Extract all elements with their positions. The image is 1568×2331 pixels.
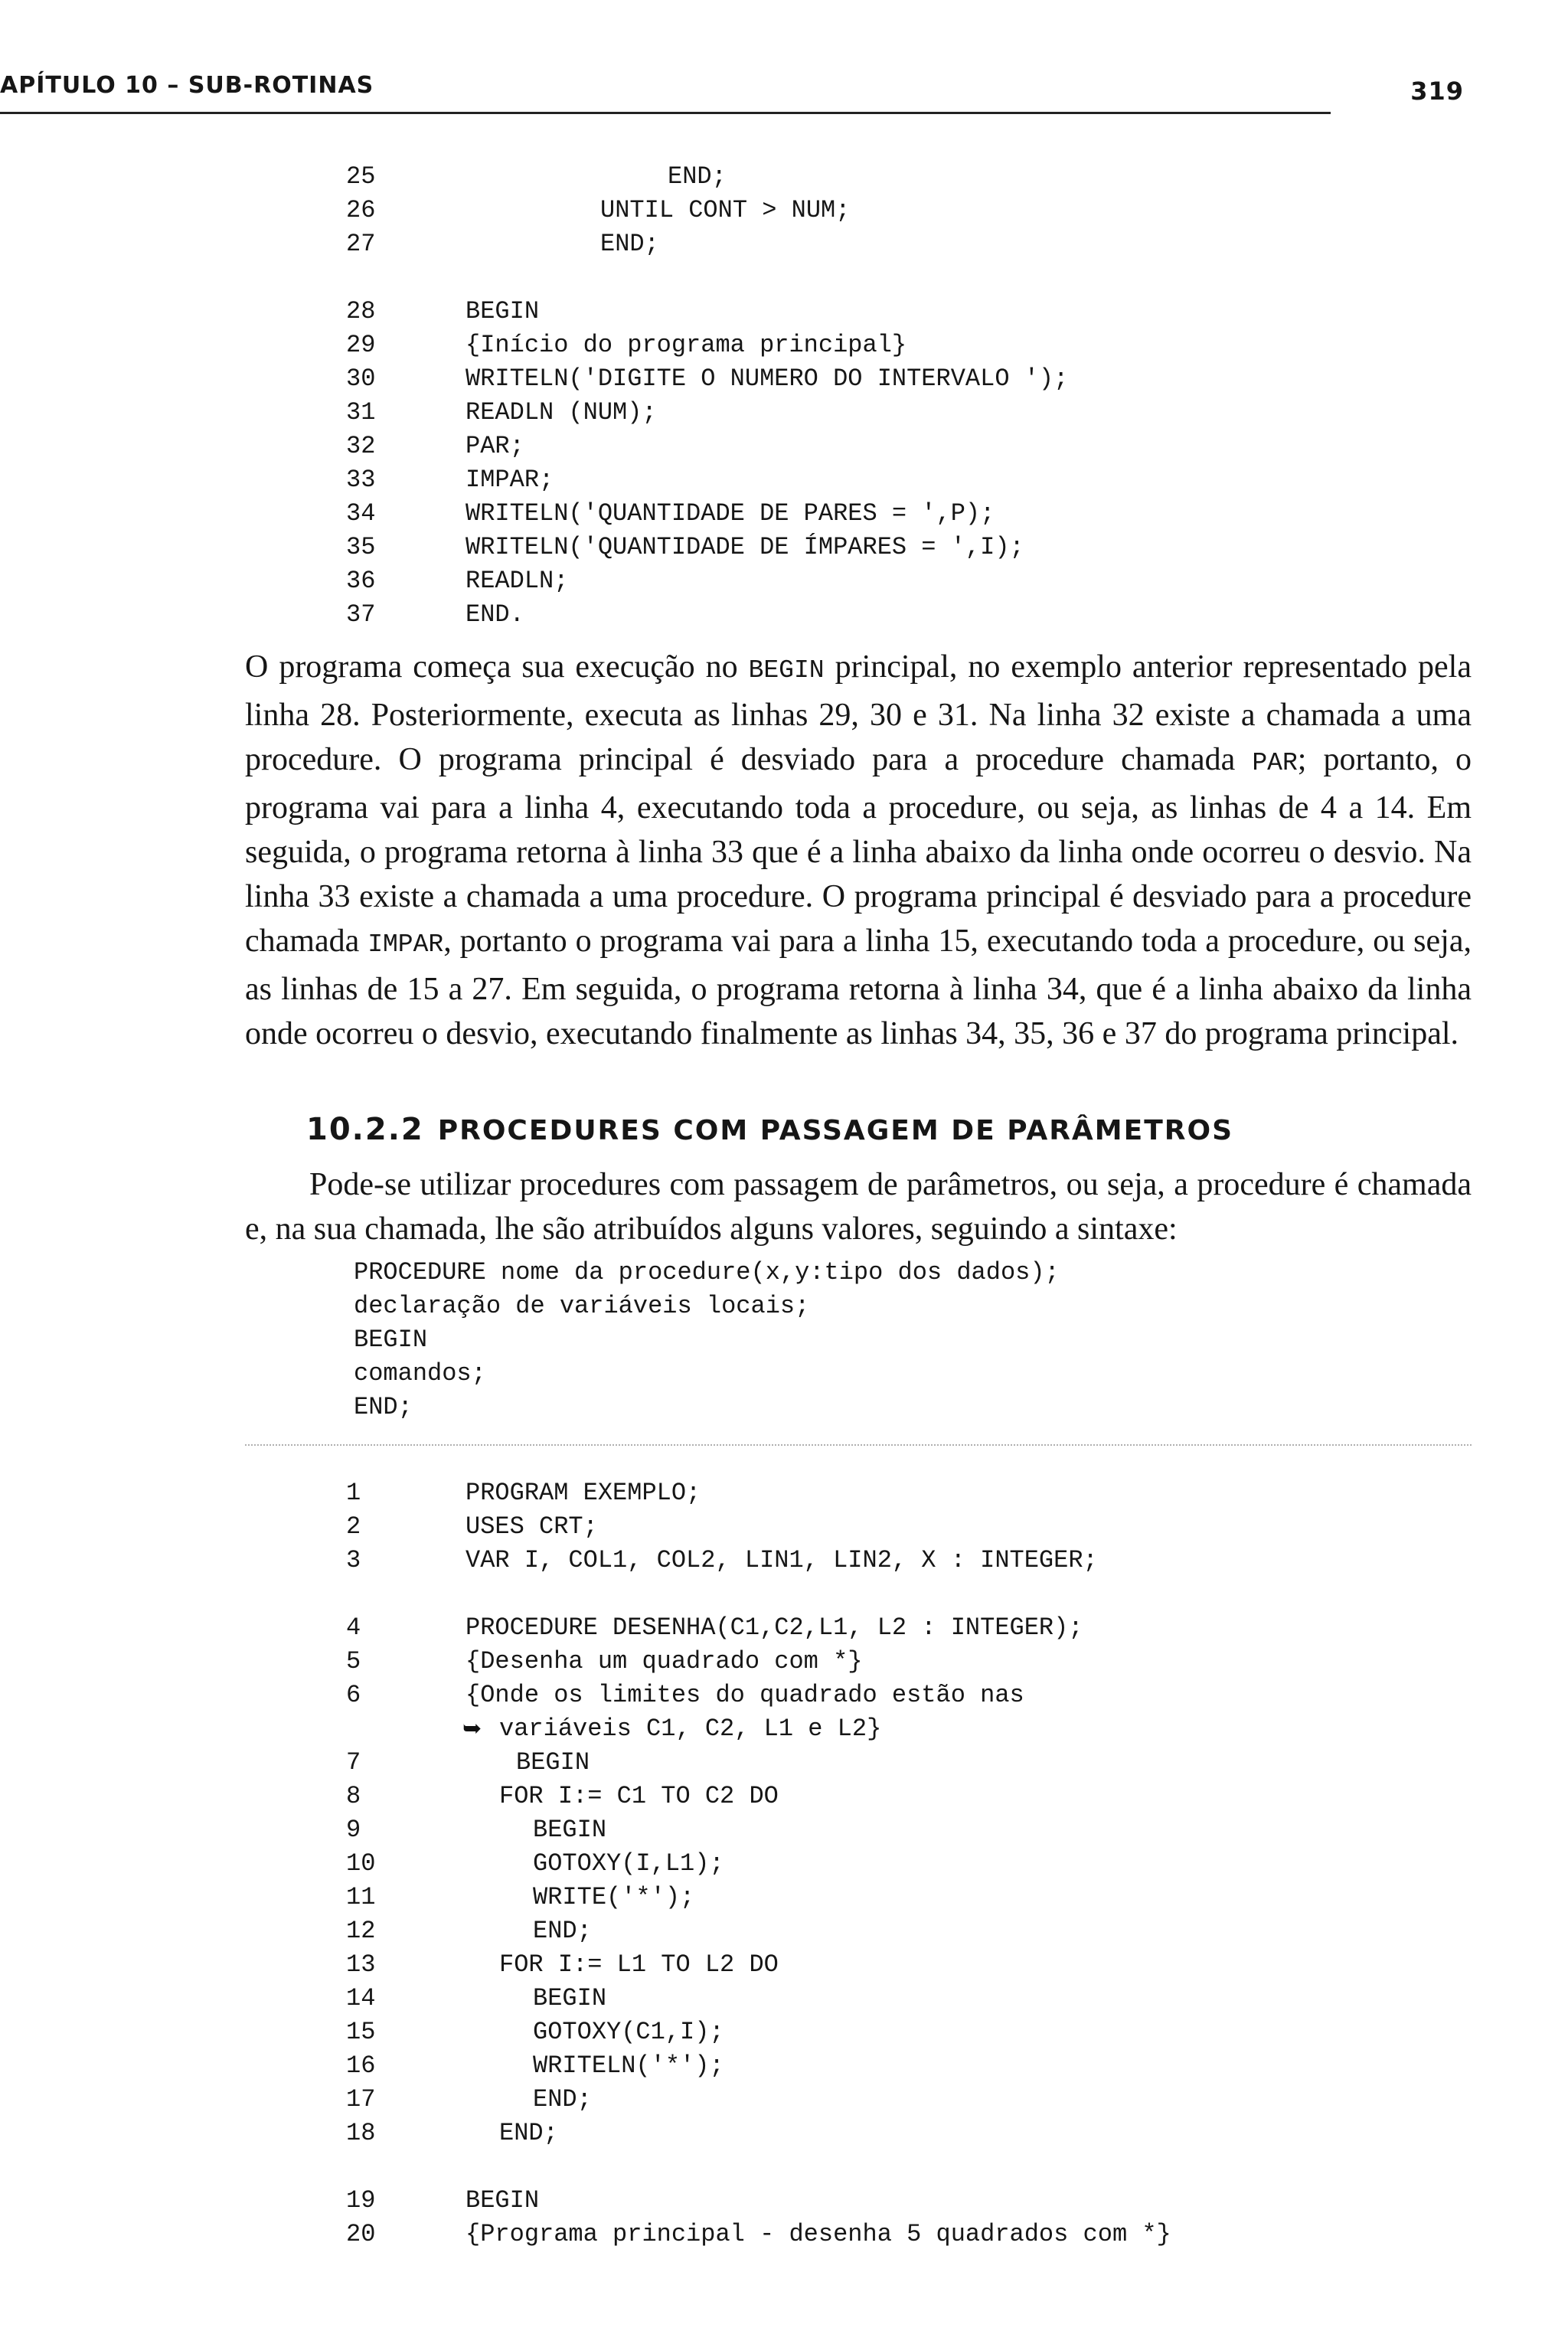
code-line	[346, 1813, 1456, 1847]
code-line	[346, 463, 1456, 497]
code-line	[346, 329, 1456, 362]
code-text: END;	[600, 230, 659, 258]
code-line	[346, 194, 1456, 227]
code-line	[346, 1847, 1456, 1881]
code-text: END;	[499, 2119, 558, 2147]
code-text: END;	[533, 1917, 592, 1945]
code-text: VAR I, COL1, COL2, LIN1, LIN2, X : INTEGER;	[466, 1546, 1098, 1574]
section-intro: Pode-se utilizar procedures com passagem de parâmetros, ou seja, a procedure é chamada e, na sua chamada, lhe são atribuídos alguns valores, seguindo a sintaxe:	[245, 1167, 1472, 1247]
line-number: 27	[346, 230, 376, 258]
syntax-block	[354, 1256, 1060, 1424]
inline-code-begin: BEGIN	[748, 656, 825, 685]
line-number: 2	[346, 1512, 361, 1541]
code-text: WRITELN('QUANTIDADE DE PARES = ',P);	[466, 499, 995, 528]
code-line	[346, 1881, 1456, 1914]
code-line	[346, 261, 1456, 295]
line-number: 1	[346, 1479, 361, 1507]
code-line	[346, 497, 1456, 531]
code-line	[346, 2117, 1456, 2150]
line-number: 26	[346, 196, 376, 224]
code-text: BEGIN	[466, 297, 540, 325]
code-line	[346, 2184, 1456, 2218]
code-line	[346, 1577, 1456, 1611]
code-line	[346, 1780, 1456, 1813]
code-text: WRITE('*');	[533, 1883, 695, 1911]
code-text: {Onde os limites do quadrado estão nas	[466, 1681, 1024, 1709]
code-line	[346, 564, 1456, 598]
page-number: 319	[1410, 77, 1464, 106]
code-line	[346, 2150, 1456, 2184]
line-number: 8	[346, 1782, 361, 1810]
line-number: 34	[346, 499, 376, 528]
code-line	[346, 160, 1456, 194]
line-number: 3	[346, 1546, 361, 1574]
line-number: 14	[346, 1984, 376, 2012]
syntax-line: END;	[354, 1393, 413, 1421]
code-line	[346, 1948, 1456, 1982]
code-text: PROGRAM EXEMPLO;	[466, 1479, 701, 1507]
code-text: WRITELN('QUANTIDADE DE ÍMPARES = ',I);	[466, 533, 1024, 561]
line-number: 29	[346, 331, 376, 359]
code-line	[346, 1679, 1456, 1712]
line-number: 15	[346, 2018, 376, 2046]
section-heading	[306, 1112, 1233, 1147]
code-text: BEGIN	[516, 1748, 590, 1777]
inline-code-impar: IMPAR	[368, 930, 444, 959]
code-text: GOTOXY(I,L1);	[533, 1849, 724, 1878]
code-text: USES CRT;	[466, 1512, 598, 1541]
line-number: 5	[346, 1647, 361, 1676]
code-text: READLN (NUM);	[466, 398, 657, 427]
continuation-arrow-icon: ➥	[462, 1715, 482, 1742]
syntax-line: declaração de variáveis locais;	[354, 1292, 810, 1320]
line-number: 4	[346, 1613, 361, 1642]
line-number: 16	[346, 2051, 376, 2080]
line-number: 25	[346, 162, 376, 191]
header-rule	[0, 112, 1331, 114]
paragraph-text: principal, no exemplo anterior representado pela linha 28. Posteriormente, executa as linhas 29, 30 e 31. Na linha 32 existe a chamada a uma procedure. O programa principal é desviado para a procedure chamada	[245, 649, 1472, 777]
chapter-title: APÍTULO 10 – SUB-ROTINAS	[0, 72, 374, 99]
syntax-line: PROCEDURE nome da procedure(x,y:tipo dos dados);	[354, 1258, 1060, 1286]
line-number: 36	[346, 567, 376, 595]
code-line	[346, 1746, 1456, 1780]
code-line	[346, 362, 1456, 396]
line-number: 18	[346, 2119, 376, 2147]
code-text: PROCEDURE DESENHA(C1,C2,L1, L2 : INTEGER);	[466, 1613, 1083, 1642]
line-number: 10	[346, 1849, 376, 1878]
code-text: UNTIL CONT > NUM;	[600, 196, 851, 224]
code-line	[346, 1712, 1456, 1746]
code-line	[346, 2049, 1456, 2083]
code-text: READLN;	[466, 567, 569, 595]
syntax-line: comandos;	[354, 1359, 486, 1388]
code-line	[346, 1982, 1456, 2016]
line-number: 28	[346, 297, 376, 325]
code-line	[346, 430, 1456, 463]
syntax-line: BEGIN	[354, 1326, 428, 1354]
code-text: BEGIN	[466, 2186, 540, 2215]
code-text: WRITELN('*');	[533, 2051, 724, 2080]
line-number: 37	[346, 600, 376, 629]
code-line	[346, 2016, 1456, 2049]
line-number: 30	[346, 365, 376, 393]
code-text: IMPAR;	[466, 466, 554, 494]
line-number: 33	[346, 466, 376, 494]
code-text: END;	[668, 162, 727, 191]
code-line	[346, 598, 1456, 632]
code-line	[346, 531, 1456, 564]
code-text: END;	[533, 2085, 592, 2114]
code-text: END.	[466, 600, 524, 629]
line-number: 31	[346, 398, 376, 427]
line-number: 11	[346, 1883, 376, 1911]
paragraph-text: O programa começa sua execução no	[245, 649, 749, 685]
body-paragraph	[245, 645, 1472, 1056]
line-number: 20	[346, 2220, 376, 2248]
dotted-separator	[245, 1444, 1472, 1446]
code-line	[346, 1611, 1456, 1645]
line-number: 9	[346, 1816, 361, 1844]
code-text: FOR I:= C1 TO C2 DO	[499, 1782, 779, 1810]
code-text: WRITELN('DIGITE O NUMERO DO INTERVALO ');	[466, 365, 1069, 393]
line-number: 6	[346, 1681, 361, 1709]
code-line	[346, 1645, 1456, 1679]
line-number: 7	[346, 1748, 361, 1777]
code-line	[346, 396, 1456, 430]
code-line	[346, 2218, 1456, 2251]
code-text: {Programa principal - desenha 5 quadrados com *}	[466, 2220, 1171, 2248]
paragraph-text: , portanto o programa vai para a linha 15, executando toda a procedure, ou seja, as linhas de 15 a 27. Em seguida, o programa retorna à linha 34, que é a linha abaixo da linha onde ocorreu o desvio, executando finalmente as linhas 34, 35, 36 e 37 do programa principal.	[245, 924, 1472, 1051]
code-line	[346, 295, 1456, 329]
inline-code-par: PAR	[1252, 749, 1298, 777]
line-number: 17	[346, 2085, 376, 2114]
line-number: 19	[346, 2186, 376, 2215]
code-text: PAR;	[466, 432, 524, 460]
line-number: 32	[346, 432, 376, 460]
section-number: 10.2.2	[306, 1112, 424, 1147]
code-line	[346, 1914, 1456, 1948]
code-text: {Início do programa principal}	[466, 331, 907, 359]
line-number: 13	[346, 1950, 376, 1979]
code-text: {Desenha um quadrado com *}	[466, 1647, 863, 1676]
line-number: 12	[346, 1917, 376, 1945]
section-title: PROCEDURES COM PASSAGEM DE PARÂMETROS	[437, 1115, 1234, 1146]
code-text: BEGIN	[533, 1816, 607, 1844]
code-text: GOTOXY(C1,I);	[533, 2018, 724, 2046]
code-line	[346, 2083, 1456, 2117]
paragraph-text: ; portanto, o programa vai para a linha 4, executando toda a procedure, ou seja, as linhas de 4 a 14. Em seguida, o programa retorna à linha 33 que é a linha abaixo da linha onde ocorreu o desvio. Na linha 33 existe a chamada a uma procedure. O programa principal é desviado para a procedure chamada	[245, 742, 1472, 959]
code-line	[346, 1544, 1456, 1577]
code-line	[346, 1476, 1456, 1510]
code-text: variáveis C1, C2, L1 e L2}	[499, 1715, 882, 1743]
code-line	[346, 227, 1456, 261]
code-line	[346, 1510, 1456, 1544]
line-number: 35	[346, 533, 376, 561]
code-text: BEGIN	[533, 1984, 607, 2012]
code-text: FOR I:= L1 TO L2 DO	[499, 1950, 779, 1979]
